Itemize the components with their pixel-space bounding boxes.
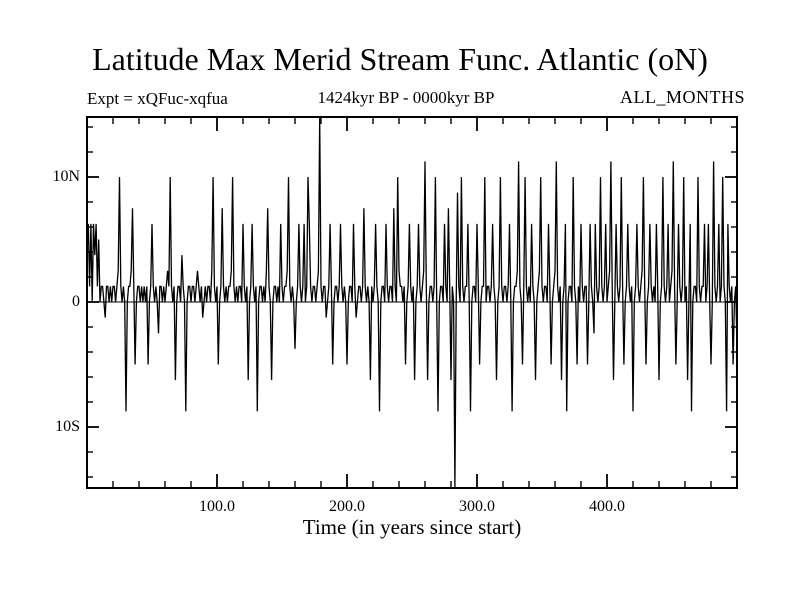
x-tick-label-300: 300.0 [459,498,495,515]
x-tick-label-400: 400.0 [589,498,625,515]
y-tick-label-0: 0 [72,293,80,310]
period-label: 1424kyr BP - 0000kyr BP [317,88,495,107]
y-tick-label-10s: 10S [55,418,80,435]
months-label: ALL_MONTHS [620,87,745,107]
x-axis-title: Time (in years since start) [302,515,522,539]
chart-title: Latitude Max Merid Stream Func. Atlantic (oN) [92,41,708,77]
x-tick-label-200: 200.0 [329,498,365,515]
x-tick-label-100: 100.0 [199,498,235,515]
experiment-label: Expt = xQFuc-xqfua [87,89,228,108]
y-tick-label-10n: 10N [52,168,80,185]
